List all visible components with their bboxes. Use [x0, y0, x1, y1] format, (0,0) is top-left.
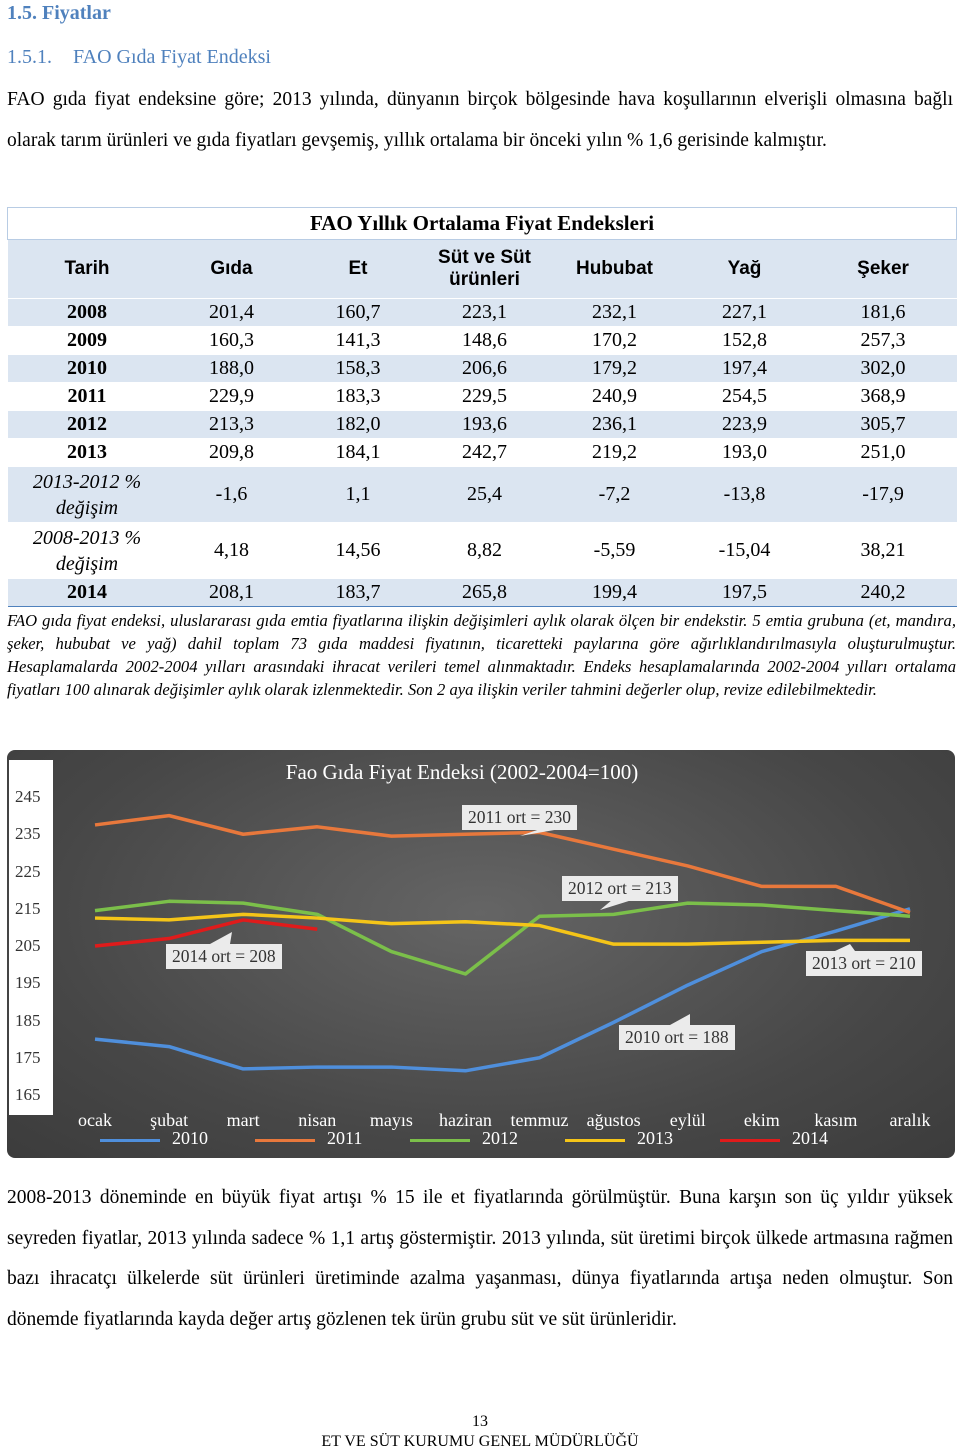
table-cell: -5,59 [550, 523, 680, 579]
table-cell: 148,6 [420, 327, 550, 355]
y-tick-label: 215 [15, 898, 41, 918]
table-cell: 8,82 [420, 523, 550, 579]
y-tick-label: 245 [15, 787, 41, 806]
table-cell: 199,4 [550, 579, 680, 607]
y-tick-label: 175 [15, 1047, 41, 1067]
legend-swatch [100, 1139, 160, 1142]
table-cell: 160,7 [297, 299, 420, 327]
table-change-row [8, 467, 957, 523]
table-cell: 160,3 [167, 327, 297, 355]
x-tick-label: mayıs [369, 1110, 413, 1130]
table-cell: 229,5 [420, 383, 550, 411]
table-cell: 197,4 [680, 355, 810, 383]
legend-swatch [410, 1139, 470, 1142]
table-row [8, 355, 957, 383]
legend-swatch [720, 1139, 780, 1142]
page-number: 13 [472, 1413, 488, 1430]
table-cell: 2011 [8, 383, 167, 411]
x-tick-label: ekim [743, 1110, 780, 1130]
legend-label: 2012 [482, 1128, 518, 1148]
table-cell: -1,6 [167, 467, 297, 523]
closing-paragraph: 2008-2013 döneminde en büyük fiyat artışı % 15 ile et fiyatlarında görülmüştür. Buna karşın son üç yıldır yüksek seyreden fiyatlar, 2013 yılında sadece % 1,1 artış göstermiştir. 2013 yılında, süt üretimi birçok ülkede artmasına rağmen bazı ihracatçı ülkelerde süt ürünleri üretiminde azalma yaşanması, dünya fiyatlarında artışa neden olmuştur. Son dönemde fiyatlarında kayda değer artış gözlenen tek ürün grubu süt ve süt ürünleridir. [7, 1187, 953, 1330]
table-cell: 208,1 [167, 579, 297, 607]
table-cell: Hububat [550, 240, 680, 299]
y-tick-label: 165 [15, 1085, 41, 1104]
y-tick-label: 195 [15, 973, 41, 993]
table-cell: 141,3 [297, 327, 420, 355]
x-tick-label: nisan [298, 1110, 337, 1130]
table-cell: 1,1 [297, 467, 420, 523]
section-heading: 1.5. Fiyatlar [7, 2, 111, 24]
table-row [8, 411, 957, 439]
table-cell: 2008 [8, 299, 167, 327]
x-tick-label: haziran [438, 1110, 492, 1130]
table-cell: -17,9 [810, 467, 957, 523]
table-cell: -15,04 [680, 523, 810, 579]
legend-label: 2011 [327, 1128, 363, 1148]
table-cell: 181,6 [810, 299, 957, 327]
table-cell: 4,18 [167, 523, 297, 579]
table-cell: -13,8 [680, 467, 810, 523]
table-cell: 188,0 [167, 355, 297, 383]
table-cell: Şeker [810, 240, 957, 299]
table-cell: 179,2 [550, 355, 680, 383]
intro-paragraph: FAO gıda fiyat endeksine göre; 2013 yılında, dünyanın birçok bölgesinde hava koşullarının elverişli olmasına bağlı olarak tarım ürünleri ve gıda fiyatları gevşemiş, yıllık ortalama bir önceki yılın % 1,6 gerisinde kalmıştır. [7, 89, 953, 151]
table-cell: 213,3 [167, 411, 297, 439]
table-header-row [8, 240, 957, 299]
table-cell: 182,0 [297, 411, 420, 439]
subsection-title: FAO Gıda Fiyat Endeksi [73, 46, 271, 68]
table-title: FAO Yıllık Ortalama Fiyat Endeksleri [8, 208, 957, 240]
table-cell: 201,4 [167, 299, 297, 327]
table-cell: 223,1 [420, 299, 550, 327]
table-cell: 232,1 [550, 299, 680, 327]
table-cell: 2008-2013 % değişim [8, 523, 167, 579]
y-tick-label: 185 [15, 1010, 41, 1030]
table-cell: 2012 [8, 411, 167, 439]
table-cell: Et [297, 240, 420, 299]
table-cell: 236,1 [550, 411, 680, 439]
table-row [8, 299, 957, 327]
x-tick-label: şubat [150, 1110, 189, 1130]
footer-organization: ET VE SÜT KURUMU GENEL MÜDÜRLÜĞÜ [321, 1433, 639, 1450]
x-tick-label: aralık [889, 1110, 931, 1130]
table-cell: 251,0 [810, 439, 957, 467]
table-cell: 25,4 [420, 467, 550, 523]
table-row [8, 579, 957, 607]
table-cell: Gıda [167, 240, 297, 299]
subsection-number: 1.5.1. [7, 46, 52, 68]
table-cell: 170,2 [550, 327, 680, 355]
table-cell: 2009 [8, 327, 167, 355]
average-annotation: 2014 ort = 208 [166, 944, 282, 969]
x-tick-label: kasım [814, 1110, 858, 1130]
table-row [8, 383, 957, 411]
chart-title: Fao Gıda Fiyat Endeksi (2002-2004=100) [285, 760, 639, 784]
legend-label: 2014 [792, 1128, 828, 1148]
legend-swatch [255, 1139, 315, 1142]
table-cell: 209,8 [167, 439, 297, 467]
table-cell: 158,3 [297, 355, 420, 383]
table-cell: 242,7 [420, 439, 550, 467]
table-cell: 206,6 [420, 355, 550, 383]
table-cell: 219,2 [550, 439, 680, 467]
table-note: FAO gıda fiyat endeksi, uluslararası gıda emtia fiyatlarına ilişkin değişimleri aylık olarak ölçen bir endekstir. 5 emtia grubuna (et, mandıra, şeker, hububat ve yağ) dahil toplam 73 gıda maddesi fiyatının, ticaretteki paylarına göre ağırlıklandırılmasıyla oluşturulmuştur. Hesaplamalarda 2002-2004 yılları arasındaki ihracat verileri temel alınmaktadır. Endeks hesaplamalarında 2002-2004 yılları ortalama fiyatları 100 alınarak değişimler aylık olarak izlenmektedir. Son 2 aya ilişkin veriler tahmini değerler olup, revize edilebilmektedir. [7, 611, 956, 699]
table-cell: 193,6 [420, 411, 550, 439]
table-cell: 368,9 [810, 383, 957, 411]
legend-label: 2010 [172, 1128, 208, 1148]
average-annotation: 2011 ort = 230 [462, 805, 577, 830]
table-row [8, 439, 957, 467]
table-cell: 184,1 [297, 439, 420, 467]
table-cell: 193,0 [680, 439, 810, 467]
table-row [8, 327, 957, 355]
table-cell: 14,56 [297, 523, 420, 579]
table-cell: Yağ [680, 240, 810, 299]
x-tick-label: ocak [78, 1110, 112, 1130]
table-cell: 152,8 [680, 327, 810, 355]
y-tick-label: 235 [15, 824, 41, 844]
average-annotation: 2012 ort = 213 [562, 876, 678, 901]
x-tick-label: mart [226, 1110, 260, 1130]
table-cell: 183,3 [297, 383, 420, 411]
x-tick-label: eylül [669, 1110, 706, 1130]
table-cell: 254,5 [680, 383, 810, 411]
legend-label: 2013 [637, 1128, 673, 1148]
table-cell: 265,8 [420, 579, 550, 607]
table-cell: 223,9 [680, 411, 810, 439]
table-cell: 2014 [8, 579, 167, 607]
average-annotation: 2010 ort = 188 [619, 1025, 735, 1050]
table-cell: 302,0 [810, 355, 957, 383]
table-cell: 240,9 [550, 383, 680, 411]
table-cell: 2013-2012 % değişim [8, 467, 167, 523]
table-cell: 305,7 [810, 411, 957, 439]
table-cell: 240,2 [810, 579, 957, 607]
table-cell: Süt ve Süt ürünleri [420, 240, 550, 299]
table-cell: 2010 [8, 355, 167, 383]
table-cell: 197,5 [680, 579, 810, 607]
table-change-row [8, 523, 957, 579]
table-cell: 257,3 [810, 327, 957, 355]
price-index-table [7, 207, 957, 607]
table-cell: 38,21 [810, 523, 957, 579]
table-cell: 183,7 [297, 579, 420, 607]
y-tick-label: 225 [15, 861, 41, 881]
table-cell: -7,2 [550, 467, 680, 523]
x-tick-label: ağustos [586, 1110, 641, 1130]
table-cell: Tarih [8, 240, 167, 299]
x-tick-label: temmuz [510, 1110, 569, 1130]
table-cell: 229,9 [167, 383, 297, 411]
average-annotation: 2013 ort = 210 [806, 951, 922, 976]
table-cell: 2013 [8, 439, 167, 467]
y-tick-label: 205 [15, 936, 41, 955]
legend-swatch [565, 1139, 625, 1142]
table-cell: 227,1 [680, 299, 810, 327]
subsection-heading [7, 46, 271, 69]
